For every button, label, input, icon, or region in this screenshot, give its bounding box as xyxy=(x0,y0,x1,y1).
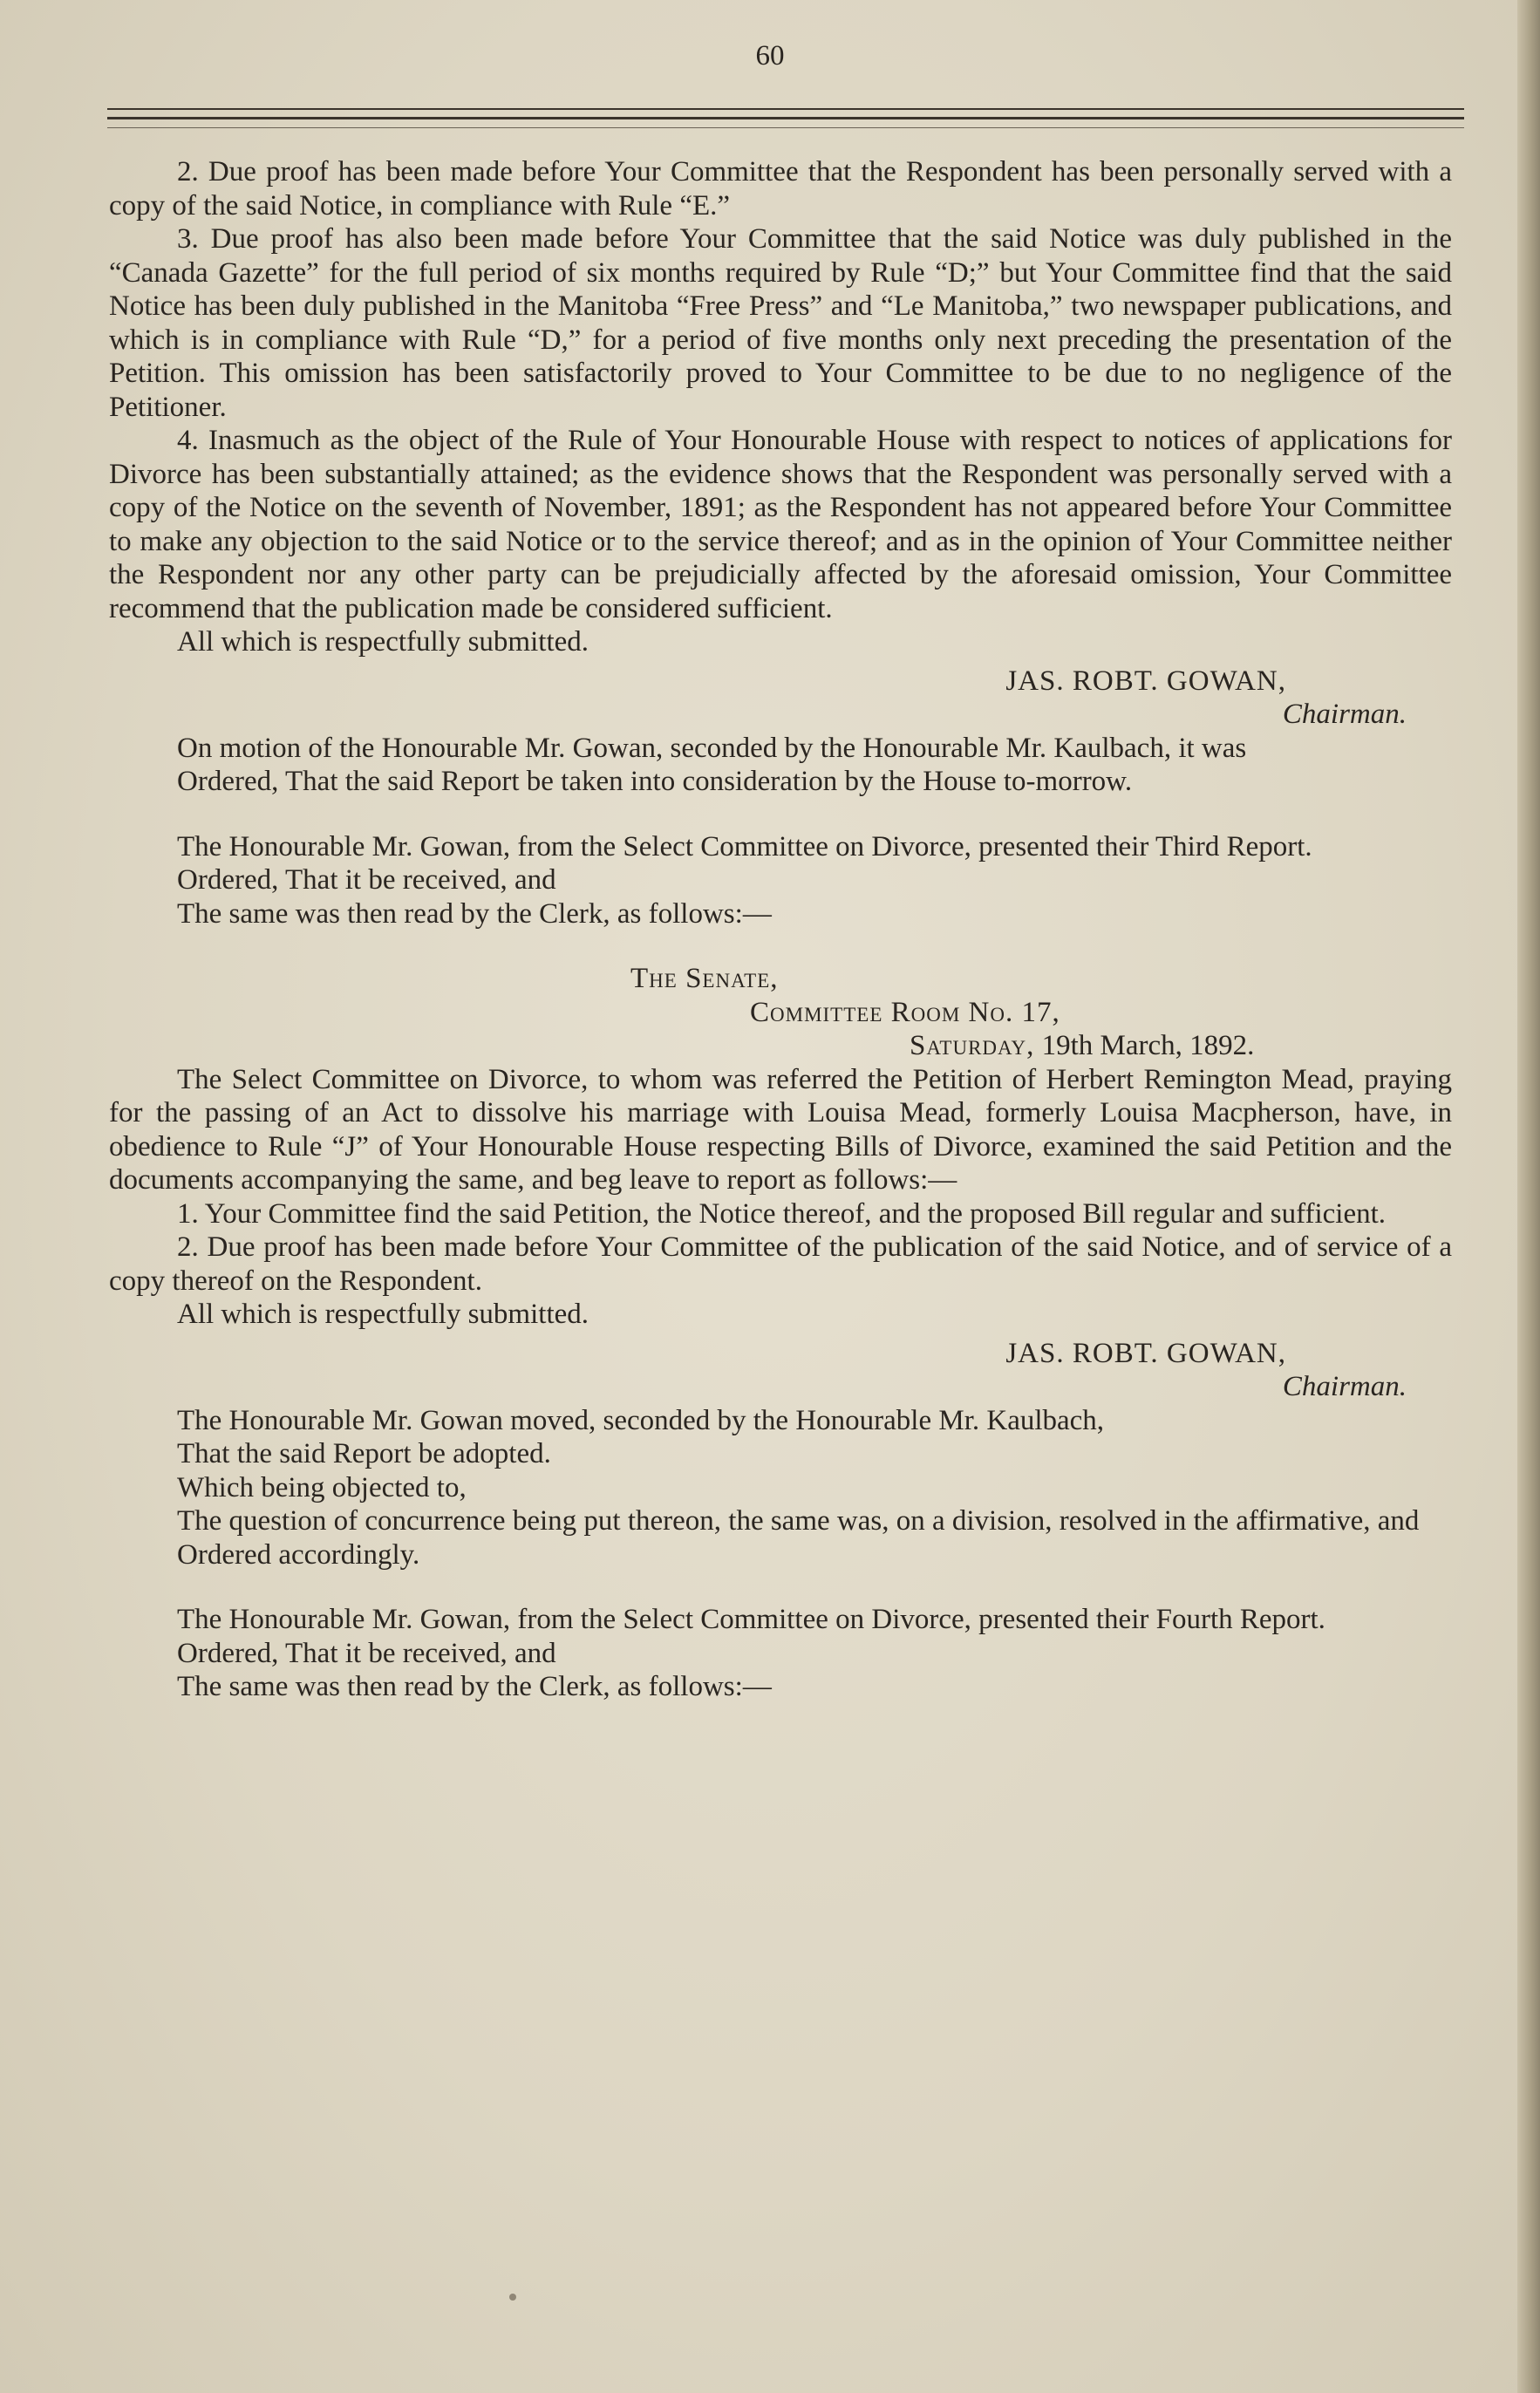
read-by-clerk: The same was then read by the Clerk, as follows:— xyxy=(177,1671,772,1702)
section-gap xyxy=(109,931,1452,962)
section-gap xyxy=(109,1571,1452,1603)
motion-text: That the said Report be adopted. xyxy=(177,1438,551,1469)
motion-objected: Which being objected to, xyxy=(177,1471,467,1503)
order-received: Ordered, That it be received, and xyxy=(177,1637,556,1669)
report-heading-date-text: 19th March, 1892. xyxy=(1034,1030,1255,1061)
fourth-report-presented: The Honourable Mr. Gowan, from the Select Committee on Divorce, presented their Fourth Report. xyxy=(177,1604,1325,1635)
report-heading-senate: The Senate, xyxy=(630,963,779,994)
paragraph-4: 4. Inasmuch as the object of the Rule of Your Honourable House with respect to notices of applications for Divorce has been substantially attained; as the evidence shows that the Respondent was personally served with a copy of the Notice on the seventh of November, 1891; as the Respondent has not appeared before Your Committee to make any objection to the said Notice or to the service thereof; and as in the opinion of Your Committee neither the Respondent nor any other party can be prejudicially affected by the aforesaid omission, Your Committee recommend that the publication made be considered sufficient. xyxy=(109,425,1452,624)
motion-moved: The Honourable Mr. Gowan moved, seconded by the Honourable Mr. Kaulbach, xyxy=(177,1404,1105,1436)
paragraph-3: 3. Due proof has also been made before Your Committee that the said Notice was duly published in the “Canada Gazette” for the full period of six months required by Rule “D;” but Your Committee find that the said Notice has been duly published in the Manitoba “Free Press” and “Le Manitoba,” two newspaper publications, and which is in compliance with Rule “D,” for a period of five months only next preceding the presentation of the Petition. This omission has been satisfactorily proved to Your Committee to be due to no negligence of the Petitioner. xyxy=(109,223,1452,423)
read-by-clerk: The same was then read by the Clerk, as follows:— xyxy=(177,897,772,930)
order-received: Ordered, That it be received, and xyxy=(177,864,556,896)
signature-title: Chairman. xyxy=(1282,699,1407,730)
report-item-2: 2. Due proof has been made before Your Committee of the publication of the said Notice, and of service of a copy thereof on the Respondent. xyxy=(109,1231,1452,1297)
order-paragraph: Ordered, That the said Report be taken into consideration by the House to-morrow. xyxy=(177,766,1133,797)
third-report-presented: The Honourable Mr. Gowan, from the Select Committee on Divorce, presented their Third Report. xyxy=(177,830,1312,862)
submission-line: All which is respectfully submitted. xyxy=(177,626,589,658)
report-heading-room: Committee Room No. 17, xyxy=(750,996,1060,1028)
page-edge xyxy=(1517,0,1540,2393)
signature-title: Chairman. xyxy=(1282,1371,1407,1402)
report-heading-day: Saturday, xyxy=(910,1030,1035,1061)
page-number: 60 xyxy=(755,40,785,72)
header-rule xyxy=(107,108,1464,110)
header-rule-thin xyxy=(107,127,1464,128)
paragraph-2: 2. Due proof has been made before Your Committee that the Respondent has been personally served with a copy of the said Notice, in compliance with Rule “E.” xyxy=(109,156,1452,222)
section-gap xyxy=(109,799,1452,830)
report-heading-date xyxy=(109,1029,1452,1063)
page-body xyxy=(109,155,1452,1704)
submission-line: All which is respectfully submitted. xyxy=(177,1299,589,1330)
signature-name: JAS. ROBT. GOWAN, xyxy=(1005,665,1286,697)
motion-ordered: Ordered accordingly. xyxy=(177,1538,420,1571)
motion-question: The question of concurrence being put thereon, the same was, on a division, resolved in the affirmative, and xyxy=(177,1505,1420,1537)
report-body-intro: The Select Committee on Divorce, to whom was referred the Petition of Herbert Remington Mead, praying for the passing of an Act to dissolve his marriage with Louisa Mead, formerly Louisa Macpherson, have, in obedience to Rule “J” of Your Honourable House respecting Bills of Divorce, examined the said Petition and the documents accompanying the same, and beg leave to report as follows:— xyxy=(109,1063,1452,1196)
motion-paragraph: On motion of the Honourable Mr. Gowan, seconded by the Honourable Mr. Kaulbach, it was xyxy=(177,732,1247,764)
ink-dot xyxy=(509,2294,516,2301)
signature-name: JAS. ROBT. GOWAN, xyxy=(1005,1337,1286,1369)
report-item-1: 1. Your Committee find the said Petition, the Notice thereof, and the proposed Bill regular and sufficient. xyxy=(177,1197,1387,1230)
header-rule-thick xyxy=(107,117,1464,119)
